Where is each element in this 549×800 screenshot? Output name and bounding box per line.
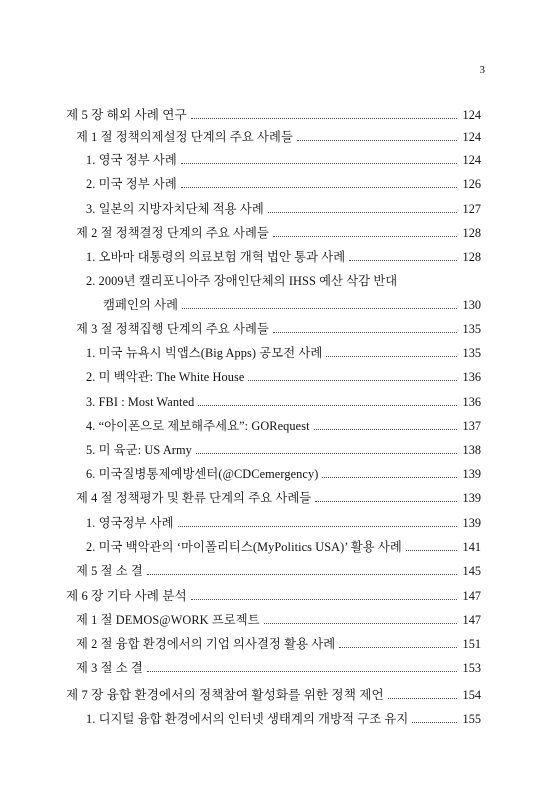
toc-section-row bbox=[76, 318, 481, 340]
toc-entry-label: 1. 오바마 대통령의 의료보험 개혁 법안 통과 사례 bbox=[86, 249, 346, 264]
toc-section-row bbox=[76, 126, 481, 148]
toc-entry-label: 2. 2009년 캘리포니아주 장애인단체의 IHSS 예산 삭감 반대 bbox=[86, 273, 398, 288]
dot-leader bbox=[268, 212, 457, 213]
toc-entry-page: 138 bbox=[462, 442, 481, 457]
dot-leader bbox=[412, 722, 457, 723]
toc-item-row bbox=[86, 173, 481, 195]
toc-entry-page: 137 bbox=[462, 418, 481, 433]
toc-entry-label: 4. “아이폰으로 제보해주세요”: GORequest bbox=[86, 418, 310, 433]
toc-entry-label: 1. 디지털 융합 환경에서의 인터넷 생태계의 개방적 구조 유지 bbox=[86, 711, 409, 726]
toc-entry-label: 제 1 절 DEMOS@WORK 프로젝트 bbox=[76, 612, 260, 627]
dot-leader bbox=[178, 526, 457, 527]
dot-leader bbox=[273, 332, 457, 333]
toc-entry-label: 제 2 절 정책결정 단계의 주요 사례들 bbox=[76, 225, 269, 240]
dot-leader bbox=[196, 453, 457, 454]
toc-entry-page: 128 bbox=[462, 225, 481, 240]
toc-section-row bbox=[76, 560, 481, 582]
toc-entry-page: 126 bbox=[462, 176, 481, 191]
toc-entry-page: 124 bbox=[462, 152, 481, 167]
toc-entry-page: 124 bbox=[462, 107, 481, 122]
toc-item-row bbox=[86, 366, 481, 388]
toc-item-row bbox=[86, 512, 481, 534]
dot-leader bbox=[297, 140, 457, 141]
toc-section-row bbox=[76, 657, 481, 679]
toc-entry-page: 141 bbox=[462, 539, 481, 554]
dot-leader bbox=[322, 477, 457, 478]
dot-leader bbox=[315, 501, 457, 502]
dot-leader bbox=[339, 647, 457, 648]
dot-leader bbox=[191, 118, 457, 119]
toc-entry-label: 2. 미국 백악관의 ‘마이폴리티스(MyPolitics USA)’ 활용 사례 bbox=[86, 539, 402, 554]
toc-entry-page: 147 bbox=[462, 588, 481, 603]
toc-entry-page: 135 bbox=[462, 345, 481, 360]
toc-item-row bbox=[86, 536, 481, 558]
toc-entry-page: 154 bbox=[462, 687, 481, 702]
toc-entry-label: 제 1 절 정책의제설정 단계의 주요 사례들 bbox=[76, 129, 293, 144]
toc-section-row bbox=[76, 633, 481, 655]
dot-leader bbox=[147, 671, 457, 672]
toc-entry-label: 5. 미 육군: US Army bbox=[86, 442, 192, 457]
toc-entry-page: 130 bbox=[462, 297, 481, 312]
toc-chapter-row bbox=[66, 684, 481, 706]
dot-leader bbox=[147, 574, 457, 575]
toc-entry-page: 139 bbox=[462, 490, 481, 505]
dot-leader bbox=[326, 356, 457, 357]
toc-entry-label: 3. 일본의 지방자치단체 적용 사례 bbox=[86, 201, 264, 216]
toc-entry-page: 139 bbox=[462, 515, 481, 530]
toc-section-row bbox=[76, 609, 481, 631]
toc-entry-label: 2. 미국 정부 사례 bbox=[86, 176, 177, 191]
toc-entry-page: 151 bbox=[462, 636, 481, 651]
toc-entry-label: 1. 영국정부 사례 bbox=[86, 515, 174, 530]
toc-item-row bbox=[86, 149, 481, 171]
toc-entry-label: 제 5 절 소 결 bbox=[76, 563, 143, 578]
toc-item-row bbox=[86, 270, 481, 292]
toc-entry-page: 136 bbox=[462, 394, 481, 409]
toc-entry-label: 제 3 절 정책집행 단계의 주요 사례들 bbox=[76, 321, 269, 336]
dot-leader bbox=[182, 308, 457, 309]
dot-leader bbox=[264, 623, 457, 624]
toc-section-row bbox=[76, 222, 481, 244]
toc-entry-label: 2. 미 백악관: The White House bbox=[86, 369, 245, 384]
dot-leader bbox=[181, 163, 457, 164]
toc-chapter-row bbox=[66, 104, 481, 126]
toc-entry-label: 제 5 장 해외 사례 연구 bbox=[66, 107, 187, 122]
toc-entry-label: 제 7 장 융합 환경에서의 정책참여 활성화를 위한 정책 제언 bbox=[66, 687, 384, 702]
toc-entry-page: 147 bbox=[462, 612, 481, 627]
toc-entry-label: 제 2 절 융합 환경에서의 기업 의사결정 활용 사례 bbox=[76, 636, 336, 651]
dot-leader bbox=[273, 236, 457, 237]
toc-item-row bbox=[86, 342, 481, 364]
dot-leader bbox=[198, 405, 457, 406]
dot-leader bbox=[314, 429, 457, 430]
toc-entry-page: 139 bbox=[462, 466, 481, 481]
toc-item-row bbox=[86, 415, 481, 437]
toc-entry-label: 1. 미국 뉴욕시 빅앱스(Big Apps) 공모전 사례 bbox=[86, 345, 323, 360]
toc-entry-page: 136 bbox=[462, 369, 481, 384]
page-number: 3 bbox=[479, 64, 485, 76]
dot-leader bbox=[406, 550, 457, 551]
toc-item-row bbox=[86, 246, 481, 268]
toc-entry-label: 제 4 절 정책평가 및 환류 단계의 주요 사례들 bbox=[76, 490, 312, 505]
toc-item-row bbox=[86, 463, 481, 485]
toc-item-row bbox=[86, 391, 481, 413]
toc-entry-label: 제 3 절 소 결 bbox=[76, 660, 143, 675]
toc-item-row bbox=[103, 294, 481, 316]
toc-entry-page: 145 bbox=[462, 563, 481, 578]
toc-entry-label: 제 6 장 기타 사례 분석 bbox=[66, 588, 187, 603]
toc-entry-page: 124 bbox=[462, 129, 481, 144]
toc-entry-label: 6. 미국질병통제예방센터(@CDCemergency) bbox=[86, 466, 319, 481]
toc-entry-page: 135 bbox=[462, 321, 481, 336]
toc-entry-page: 127 bbox=[462, 201, 481, 216]
dot-leader bbox=[349, 260, 457, 261]
toc-entry-page: 128 bbox=[462, 249, 481, 264]
toc-item-row bbox=[86, 439, 481, 461]
toc-item-row bbox=[86, 708, 481, 730]
toc-entry-label: 3. FBI : Most Wanted bbox=[86, 394, 195, 409]
toc-entry-label: 1. 영국 정부 사례 bbox=[86, 152, 177, 167]
toc-section-row bbox=[76, 487, 481, 509]
dot-leader bbox=[191, 599, 457, 600]
dot-leader bbox=[248, 380, 457, 381]
toc-chapter-row bbox=[66, 585, 481, 607]
toc-entry-label: 캠페인의 사례 bbox=[103, 297, 179, 312]
toc-entry-page: 153 bbox=[462, 660, 481, 675]
toc-item-row bbox=[86, 198, 481, 220]
toc-entry-page: 155 bbox=[462, 711, 481, 726]
dot-leader bbox=[388, 698, 457, 699]
dot-leader bbox=[181, 187, 457, 188]
